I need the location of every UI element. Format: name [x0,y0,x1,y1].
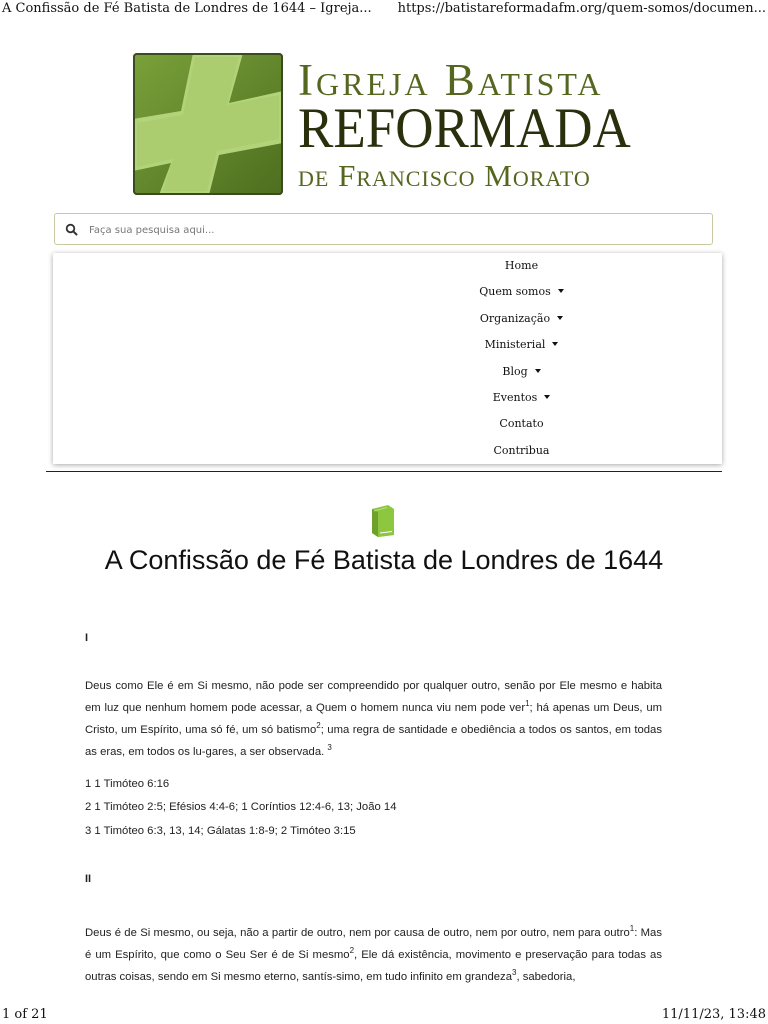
caret-down-icon [535,369,541,373]
footnote [85,799,662,816]
footnote-ref[interactable]: 2 [316,720,321,730]
footnote-text: 2 1 Timóteo 2:5; Efésios 4:4-6; 1 Coríntios 12:4-6, 13; João 14 [85,801,397,813]
menu-item-quem-somos[interactable] [53,279,768,305]
book-icon [370,505,396,537]
header-divider [46,471,722,472]
page-title: A Confissão de Fé Batista de Londres de 1644 [104,545,664,575]
footnote-ref[interactable]: 1 [629,924,635,933]
menu-item-eventos[interactable] [53,385,768,411]
print-page-url: https://batistareformadafm.org/quem-somos/documen... [397,1,766,16]
print-page-title: A Confissão de Fé Batista de Londres de 1644 – Igreja... [2,1,372,16]
footnote [85,823,662,840]
section-paragraph [85,920,662,985]
search-icon[interactable] [65,222,79,236]
caret-down-icon [557,316,563,320]
menu-item-home[interactable] [53,253,768,279]
menu-item-contribua[interactable] [53,438,768,464]
print-footer [0,1004,768,1024]
footnote-ref[interactable]: 3 [511,967,517,977]
section-number: II [85,873,92,885]
logo-line-2: REFORMADA [298,97,631,160]
menu-item-label: Quem somos [479,285,551,299]
footnote-ref[interactable]: 3 [327,742,332,752]
logo-line-3: de Francisco Morato [298,158,591,193]
print-datetime: 11/11/23, 13:48 [661,1007,766,1022]
menu-item-label: Contribua [493,443,550,457]
menu-item-label: Eventos [492,390,538,404]
paragraph-text: Deus é de Si mesmo, ou seja, não a partir de outro, nem por causa de outro, nem por outro, nem para outro$^1$: Mas é um Espírito, que como o Seu Ser é de Si mesmo$^2$, Ele dá existência, movimento e preservação para todas as outras coisas, sendo em Si mesmo eterno, santís-simo, em tudo infinito em grandeza$^3$, sabedoria, [85,924,662,983]
cross-logo-icon [133,53,283,195]
footnote-text: 1 1 Timóteo 6:16 [85,778,170,790]
section-number: I [85,632,89,644]
section-paragraph [85,678,662,760]
logo-line-1: Igreja Batista [298,55,604,105]
menu-item-label: Blog [502,364,528,378]
menu-item-blog[interactable] [53,359,768,385]
menu-item-contato[interactable] [53,411,768,437]
footnote-ref[interactable]: 1 [525,699,530,708]
paragraph-text: Deus como Ele é em Si mesmo, não pode ser compreendido por qualquer outro, senão por Ele mesmo e habita em luz que nenhum homem pode acessar, a Quem o homem nunca viu nem pode ver$^1$; há apenas um Deus, um Cristo, um Espírito, uma só fé, um só batismo$^2$; uma regra de santidade e obediência a todos os santos, em todas as eras, em todos os lu-gares, a ser observada. $^3$ [85,680,663,758]
print-header [0,0,768,20]
menu-item-label: Organização [479,311,551,325]
menu-item-label: Contato [499,417,544,431]
footnote-text: 3 1 Timóteo 6:3, 13, 14; Gálatas 1:8-9; 2 Timóteo 3:15 [85,825,356,837]
print-page-number: 1 of 21 [2,1007,48,1022]
search-box [54,213,713,245]
menu-item-label: Ministerial [484,338,546,352]
footnote-ref[interactable]: 2 [349,945,355,955]
logo-wordmark [298,57,643,193]
caret-down-icon [558,289,564,293]
main-menu [53,253,722,464]
menu-item-label: Home [504,259,539,272]
caret-down-icon [552,342,558,346]
site-logo[interactable] [133,53,638,196]
menu-item-ministerial[interactable] [53,332,768,358]
search-input[interactable] [87,218,691,242]
caret-down-icon [544,395,550,399]
menu-item-organizacao[interactable] [53,306,768,332]
footnote [85,776,662,793]
